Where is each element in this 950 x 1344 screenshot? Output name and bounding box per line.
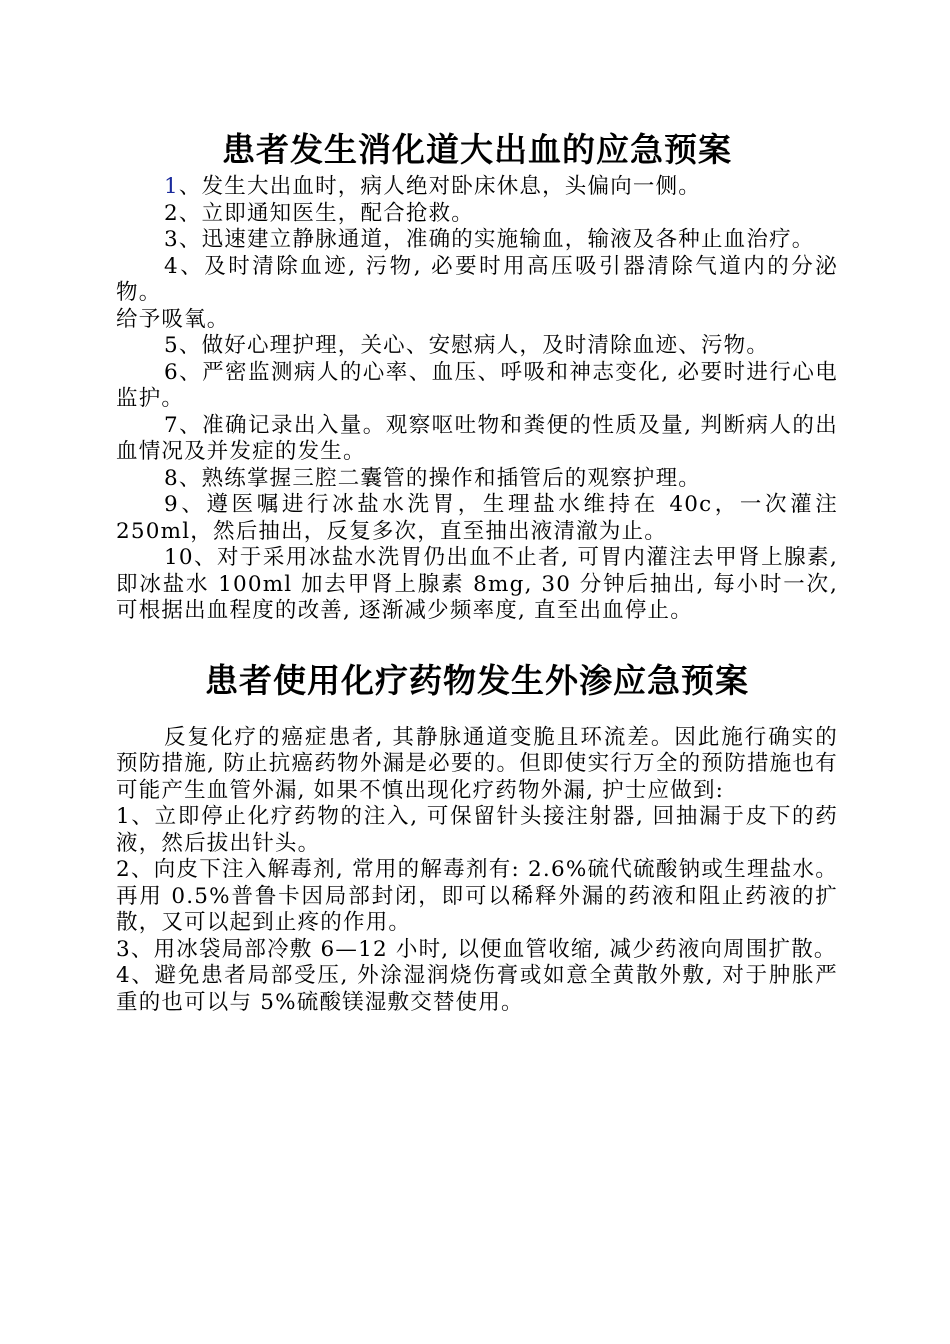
section2-item-4: 4、避免患者局部受压, 外涂湿润烧伤膏或如意全黄散外敷, 对于肿胀严重的也可以与 5%硫酸镁湿敷交替使用。	[116, 963, 838, 1015]
section1-item-8: 8、熟练掌握三腔二囊管的操作和插管后的观察护理。	[164, 465, 701, 491]
section2-intro: 反复化疗的癌症患者, 其静脉通道变脆且环流差。因此施行确实的预防措施, 防止抗癌药物外漏是必要的。但即使实行万全的预防措施也有可能产生血管外漏, 如果不慎出现化疗药物外漏, 护士应做到:	[116, 724, 838, 803]
section1-item-2: 2、立即通知医生，配合抢救。	[164, 200, 474, 226]
section1-item-4-continued: 给予吸氧。	[116, 306, 230, 332]
section2-item-1: 1、立即停止化疗药物的注入, 可保留针头接注射器, 回抽漏于皮下的药液，然后拔出针头。	[116, 804, 838, 856]
section1-item-4: 4、及时清除血迹, 污物, 必要时用高压吸引器清除气道内的分泌物。	[116, 253, 838, 305]
section1-item-7: 7、准确记录出入量。观察呕吐物和粪便的性质及量, 判断病人的出血情况及并发症的发生。	[116, 412, 838, 464]
section1-item-10: 10、对于采用冰盐水洗胃仍出血不止者, 可胃内灌注去甲肾上腺素, 即冰盐水 100ml 加去甲肾上腺素 8mg, 30 分钟后抽出, 每小时一次, 可根据出血程度的改善, 逐渐减少频率度, 直至出血停止。	[116, 545, 838, 623]
section2-item-2: 2、向皮下注入解毒剂, 常用的解毒剂有: 2.6%硫代硫酸钠或生理盐水。再用 0.5%普鲁卡因局部封闭，即可以稀释外漏的药液和阻止药液的扩散，又可以起到止疼的作用。	[116, 857, 838, 935]
section1-item-5: 5、做好心理护理，关心、安慰病人，及时清除血迹、污物。	[164, 333, 770, 358]
section2-title: 患者使用化疗药物发生外渗应急预案	[205, 660, 749, 700]
section1-item-3: 3、迅速建立静脉通道，准确的实施输血，输液及各种止血治疗。	[164, 227, 815, 252]
section1-item-9: 9、遵医嘱进行冰盐水洗胃，生理盐水维持在 40c，一次灌注250ml，然后抽出，反复多次，直至抽出液清澈为止。	[116, 492, 838, 544]
section1-item-1	[116, 174, 838, 201]
section1-item-1-text: 、发生大出血时，病人绝对卧床休息，头偏向一侧。	[178, 174, 701, 199]
section2-item-3: 3、用冰袋局部冷敷 6—12 小时, 以便血管收缩, 减少药液向周围扩散。	[116, 936, 837, 962]
section1-item-6: 6、严密监测病人的心率、血压、呼吸和神志变化, 必要时进行心电监护。	[116, 359, 838, 411]
document-page	[116, 128, 838, 1016]
section1-item-1-number: 1	[164, 174, 179, 199]
section1-title: 患者发生消化道大出血的应急预案	[222, 130, 732, 169]
